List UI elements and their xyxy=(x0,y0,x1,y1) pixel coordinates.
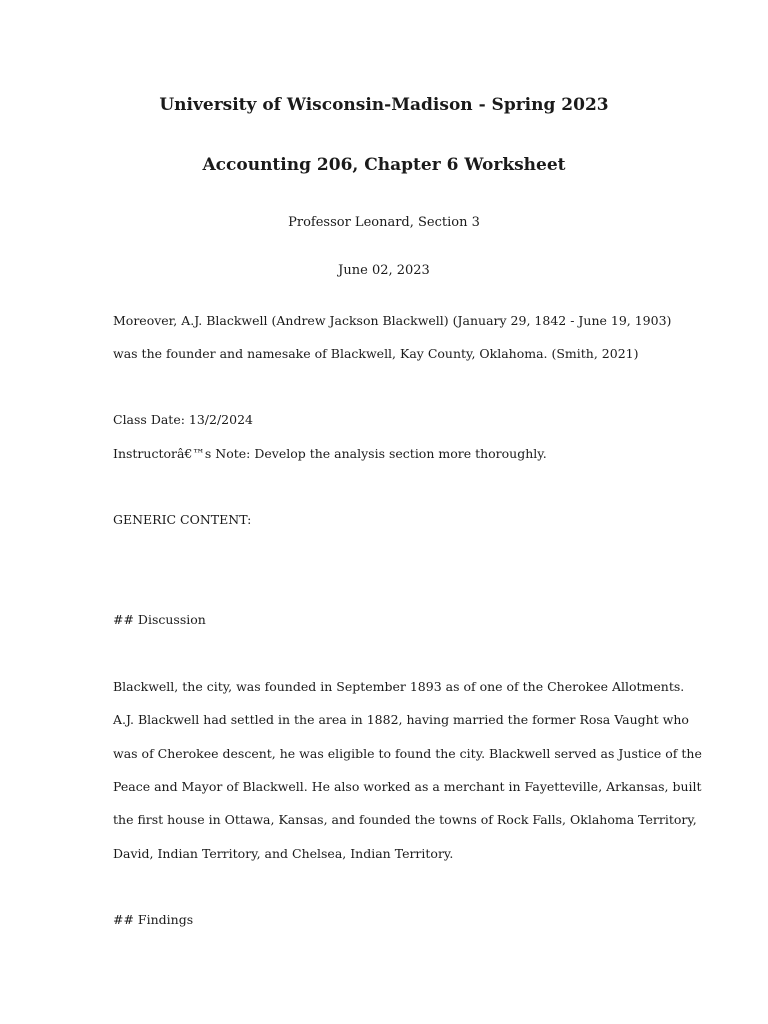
discussion-line-1: Blackwell, the city, was founded in September 1893 as of one of the Cherokee Allotments. xyxy=(113,679,685,694)
university-heading: University of Wisconsin-Madison - Spring 2023 xyxy=(159,95,609,115)
worksheet-title: Accounting 206, Chapter 6 Worksheet xyxy=(202,155,566,175)
class-date: Class Date: 13/2/2024 xyxy=(113,412,253,427)
professor-line: Professor Leonard, Section 3 xyxy=(288,215,480,230)
date-line: June 02, 2023 xyxy=(338,263,430,278)
discussion-line-4: Peace and Mayor of Blackwell. He also worked as a merchant in Fayetteville, Arkansas, built xyxy=(113,779,702,794)
discussion-line-2: A.J. Blackwell had settled in the area in 1882, having married the former Rosa Vaught who xyxy=(113,712,689,727)
discussion-line-6: David, Indian Territory, and Chelsea, Indian Territory. xyxy=(113,846,454,861)
intro-line-2: was the founder and namesake of Blackwell, Kay County, Oklahoma. (Smith, 2021) xyxy=(113,346,639,361)
instructor-note: Instructorâ€™s Note: Develop the analysis section more thoroughly. xyxy=(113,446,547,461)
discussion-line-5: the first house in Ottawa, Kansas, and founded the towns of Rock Falls, Oklahoma Territory, xyxy=(113,812,697,827)
intro-line-1: Moreover, A.J. Blackwell (Andrew Jackson Blackwell) (January 29, 1842 - June 19, 1903) xyxy=(113,313,672,328)
discussion-line-3: was of Cherokee descent, he was eligible to found the city. Blackwell served as Justice of the xyxy=(113,746,702,761)
generic-content-label: GENERIC CONTENT: xyxy=(113,512,252,527)
findings-heading: ## Findings xyxy=(113,912,194,927)
discussion-heading: ## Discussion xyxy=(113,612,206,627)
